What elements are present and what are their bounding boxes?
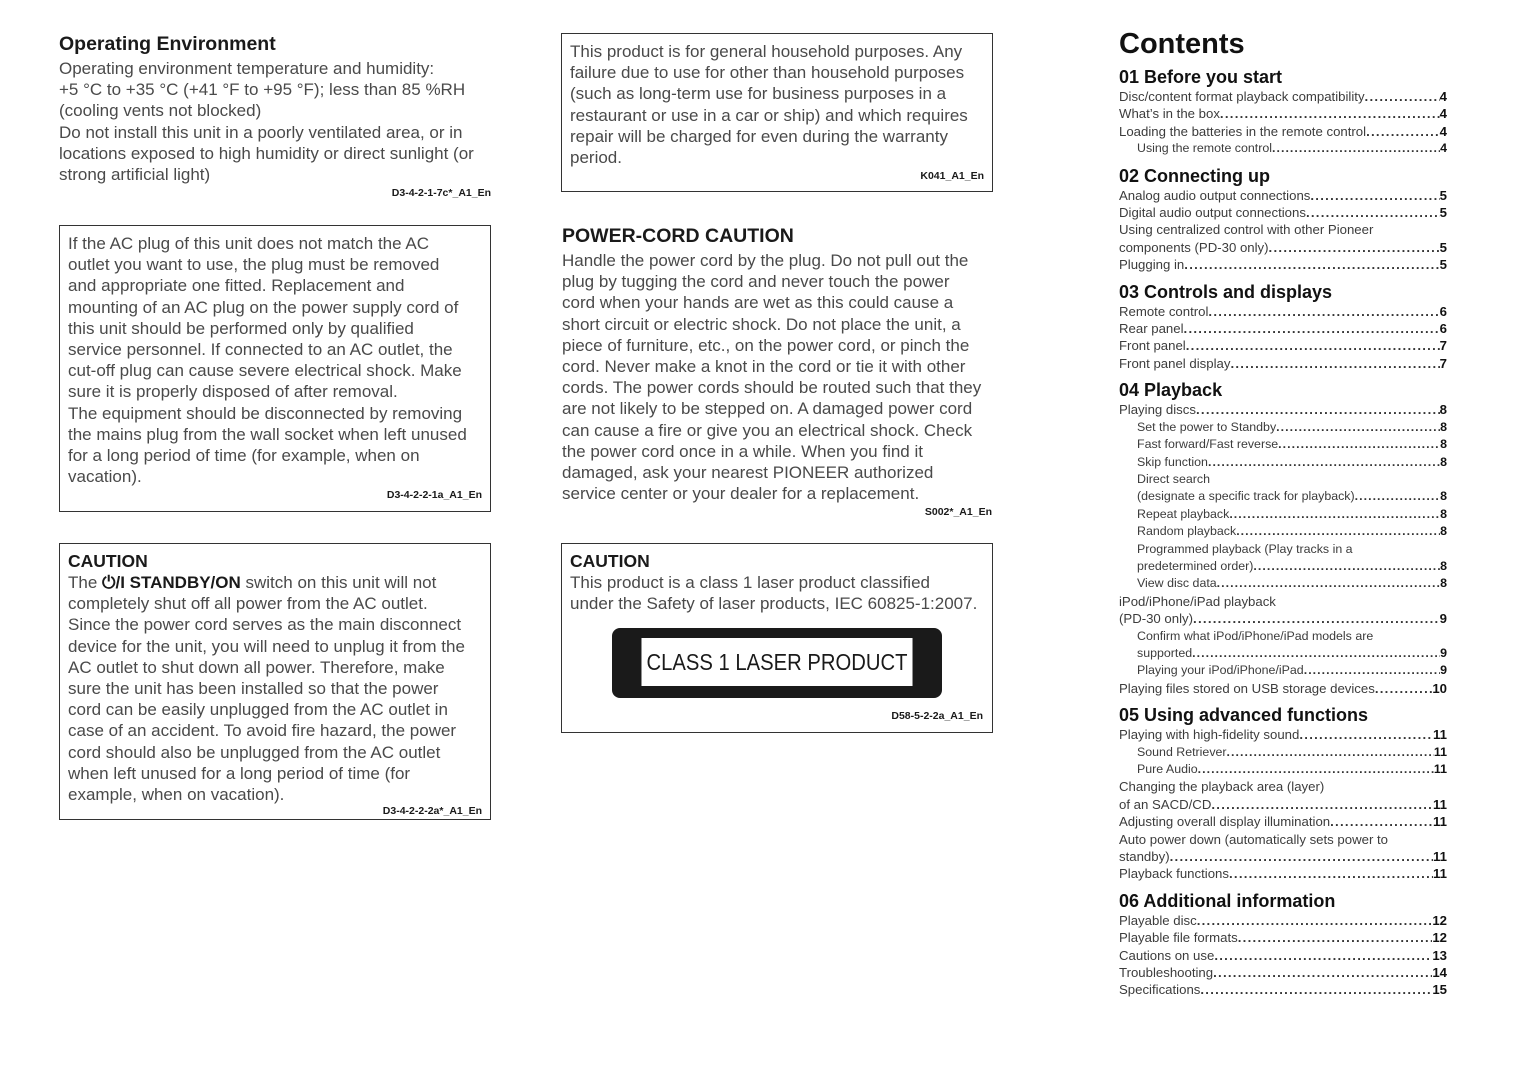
household-notice-code: K041_A1_En	[920, 170, 984, 183]
ac-plug-notice-line: and appropriate one fitted. Replacement and	[68, 276, 405, 296]
contents-list	[1119, 67, 1447, 999]
toc-section-title[interactable]: 06 Additional information	[1119, 890, 1336, 911]
class-1-laser-label	[612, 628, 942, 698]
toc-entry-label: Disc/content format playback compatibility	[1119, 89, 1365, 104]
toc-leader-dots	[1229, 865, 1433, 882]
toc-leader-dots	[1310, 187, 1439, 204]
toc-entry-lead[interactable]: iPod/iPhone/iPad playback	[1119, 593, 1276, 609]
ac-plug-notice-line: If the AC plug of this unit does not match the AC	[68, 234, 429, 253]
toc-entry[interactable]	[1119, 680, 1447, 697]
ac-plug-notice-code: D3-4-2-2-1a_A1_En	[386, 489, 482, 502]
toc-page-number: 6	[1439, 321, 1447, 337]
caution-standby-code: D3-4-2-2-2a*_A1_En	[382, 805, 482, 818]
toc-entry-label: (designate a specific track for playback)	[1137, 489, 1355, 504]
toc-leader-dots	[1236, 523, 1440, 540]
toc-entry-label: components (PD-30 only)	[1119, 239, 1269, 255]
toc-entry-label: Playable file formats	[1119, 930, 1238, 946]
toc-page-number: 5	[1439, 205, 1447, 221]
toc-leader-dots	[1229, 506, 1440, 523]
ac-plug-notice-text	[68, 233, 482, 487]
toc-entry[interactable]	[1119, 401, 1447, 418]
toc-entry-lead[interactable]: Auto power down (automatically sets power to	[1119, 831, 1389, 847]
toc-entry[interactable]	[1119, 947, 1447, 964]
toc-entry-label: of an SACD/CD	[1119, 796, 1212, 812]
toc-entry[interactable]	[1119, 454, 1447, 471]
ac-plug-notice-line: service personnel. If connected to an AC outlet, the	[68, 340, 453, 360]
operating-environment-line: (cooling vents not blocked)	[59, 101, 262, 121]
toc-entry[interactable]	[1119, 506, 1447, 523]
power-cord-caution-line: piece of furniture, etc., on the power cord, or pinch the	[562, 335, 970, 355]
laser-caution-line: under the Safety of laser products, IEC 60825-1:2007.	[570, 594, 978, 614]
toc-entry[interactable]	[1119, 355, 1447, 372]
toc-entry-label: Specifications	[1119, 982, 1201, 998]
household-notice-line: restaurant or use in a car or ship) and which requires	[570, 105, 968, 125]
caution-standby-line: cord can be easily unplugged from the AC outlet in	[68, 700, 448, 720]
toc-leader-dots	[1355, 488, 1440, 505]
toc-leader-dots	[1272, 140, 1440, 157]
toc-entry-label: Playing your iPod/iPhone/iPad	[1137, 663, 1304, 678]
caution-standby-line: Since the power cord serves as the main disconnect	[68, 615, 462, 635]
toc-leader-dots	[1375, 680, 1433, 697]
toc-entry-label: Digital audio output connections	[1119, 205, 1306, 221]
toc-page-number: 11	[1433, 762, 1447, 776]
toc-page-number: 8	[1440, 419, 1447, 434]
toc-leader-dots	[1238, 929, 1433, 946]
toc-leader-dots	[1299, 726, 1433, 743]
toc-section-title[interactable]: 02 Connecting up	[1119, 165, 1271, 186]
power-cord-caution-line: plug by tugging the cord and never touch the power	[562, 272, 950, 292]
laser-caution-line: This product is a class 1 laser product classified	[570, 573, 930, 592]
toc-page-number: 8	[1440, 437, 1447, 452]
toc-leader-dots	[1192, 645, 1440, 662]
toc-entry-label: Remote control	[1119, 303, 1209, 319]
toc-leader-dots	[1184, 256, 1439, 273]
power-cord-caution-line: the power cord once in a while. When you find it	[562, 441, 923, 461]
toc-entry-label: Loading the batteries in the remote control	[1119, 123, 1367, 139]
power-cord-caution-code: S002*_A1_En	[924, 506, 992, 519]
laser-caution-box	[561, 543, 993, 733]
operating-environment-line: locations exposed to high humidity or direct sunlight (or	[59, 143, 474, 163]
toc-page-number: 9	[1440, 663, 1447, 678]
toc-entry[interactable]	[1119, 662, 1447, 679]
power-cord-caution-section	[562, 225, 992, 518]
toc-page-number: 14	[1432, 965, 1447, 981]
toc-section-title[interactable]: 03 Controls and displays	[1119, 281, 1333, 302]
power-cord-caution-line: can cause a fire or give you an electrical shock. Check	[562, 420, 973, 440]
toc-page-number: 6	[1439, 303, 1447, 319]
power-cord-caution-line: service center or your dealer for a replacement.	[562, 484, 920, 504]
caution-standby-line: when left unused for a long period of time (for	[68, 763, 411, 783]
toc-leader-dots	[1220, 105, 1440, 122]
operating-environment-section	[59, 33, 491, 199]
toc-page-number: 8	[1440, 576, 1447, 591]
laser-caution-title: CAUTION	[570, 551, 650, 571]
toc-entry-label: View disc data	[1137, 576, 1217, 591]
toc-entry-label: standby)	[1119, 849, 1170, 865]
toc-entry[interactable]	[1119, 964, 1447, 981]
toc-page-number: 4	[1440, 141, 1447, 156]
toc-entry[interactable]	[1119, 865, 1447, 882]
toc-entry-label: Plugging in	[1119, 257, 1185, 273]
toc-page-number: 5	[1439, 239, 1447, 255]
operating-environment-title: Operating Environment	[59, 33, 276, 55]
toc-entry[interactable]	[1119, 558, 1447, 575]
toc-entry[interactable]	[1119, 488, 1447, 505]
toc-page-number: 11	[1433, 727, 1447, 743]
toc-entry[interactable]	[1119, 981, 1447, 998]
toc-entry[interactable]	[1119, 320, 1447, 337]
operating-environment-line: Do not install this unit in a poorly ventilated area, or in	[59, 122, 463, 142]
ac-plug-notice-line: mounting of an AC plug on the power supply cord of	[68, 297, 459, 317]
toc-leader-dots	[1304, 662, 1440, 679]
toc-page-number: 8	[1439, 402, 1447, 418]
toc-page-number: 5	[1439, 257, 1447, 273]
toc-entry-label: supported	[1137, 645, 1193, 660]
toc-leader-dots	[1198, 761, 1434, 778]
toc-page-number: 5	[1439, 187, 1447, 203]
toc-entry-label: Playing discs	[1119, 402, 1196, 418]
toc-entry-label: Pure Audio	[1137, 762, 1198, 776]
ac-plug-notice-line: sure it is properly disposed of after removal.	[68, 382, 398, 402]
power-cord-caution-line: short circuit or electric shock. Do not place the unit, a	[562, 314, 961, 334]
household-notice-line: failure due to use for other than household purposes	[570, 63, 965, 83]
toc-page-number: 13	[1432, 947, 1447, 963]
toc-entry[interactable]	[1119, 813, 1447, 830]
toc-entry[interactable]	[1119, 645, 1447, 662]
operating-environment-line: +5 °C to +35 °C (+41 °F to +95 °F); less than 85 %RH	[59, 80, 466, 100]
toc-page-number: 8	[1440, 558, 1447, 573]
caution-standby-line: cord should also be unplugged from the AC outlet	[68, 742, 441, 762]
household-notice-line: repair will be charged for even during the warranty	[570, 126, 948, 146]
toc-page-number: 4	[1439, 123, 1447, 139]
household-notice-box	[561, 33, 993, 192]
toc-entry-label: Troubleshooting	[1119, 965, 1214, 981]
toc-entry-lead[interactable]: Confirm what iPod/iPhone/iPad models are	[1137, 628, 1374, 643]
toc-page-number: 15	[1432, 982, 1447, 998]
power-cord-caution-line: cord when your hands are wet as this could cause a	[562, 293, 954, 313]
toc-entry[interactable]	[1119, 337, 1447, 354]
power-cord-caution-line: cords. The power cords should be routed such that they	[562, 378, 982, 398]
caution-standby-line: example, when on vacation).	[68, 785, 285, 805]
toc-entry-label: Adjusting overall display illumination	[1119, 814, 1331, 830]
toc-entry[interactable]	[1119, 796, 1447, 813]
operating-environment-text	[59, 58, 491, 185]
toc-entry-lead[interactable]: Changing the playback area (layer)	[1119, 779, 1325, 795]
toc-entry[interactable]	[1119, 419, 1447, 436]
toc-leader-dots	[1213, 964, 1432, 981]
toc-leader-dots	[1214, 947, 1432, 964]
toc-leader-dots	[1170, 848, 1433, 865]
toc-page-number: 4	[1439, 106, 1447, 122]
toc-page-number: 12	[1432, 930, 1447, 946]
ac-plug-notice-line: the mains plug from the wall socket when left unused	[68, 424, 467, 444]
toc-entry[interactable]	[1119, 744, 1447, 761]
laser-caution-code: D58-5-2-2a_A1_En	[891, 710, 983, 722]
power-cord-caution-line: damaged, ask your nearest PIONEER authorized	[562, 463, 934, 483]
toc-page-number: 4	[1439, 89, 1447, 104]
operating-environment-line: strong artificial light)	[59, 165, 211, 185]
toc-leader-dots	[1217, 575, 1440, 592]
toc-leader-dots	[1208, 454, 1440, 471]
toc-entry-label: Analog audio output connections	[1119, 187, 1311, 203]
toc-page-number: 7	[1439, 355, 1447, 371]
ac-plug-notice-line: this unit should be performed only by qualified	[68, 318, 414, 338]
operating-environment-line: Operating environment temperature and humidity:	[59, 59, 435, 78]
toc-section-title[interactable]: 01 Before you start	[1119, 67, 1283, 87]
household-notice-line: period.	[570, 148, 622, 168]
toc-entry-label: Fast forward/Fast reverse	[1137, 437, 1279, 452]
toc-leader-dots	[1211, 796, 1433, 813]
toc-entry[interactable]	[1119, 912, 1447, 929]
caution-standby-line: AC outlet to shut down all power. Therefore, make	[68, 657, 445, 677]
toc-page-number: 8	[1440, 506, 1447, 521]
toc-page-number: 8	[1440, 524, 1447, 539]
caution-standby-line: case of an accident. To avoid fire hazard, the power	[68, 721, 457, 741]
toc-entry-label: Sound Retriever	[1137, 744, 1227, 759]
toc-entry[interactable]	[1119, 256, 1447, 273]
caution-standby-suffix: switch on this unit will not	[240, 573, 437, 592]
toc-entry[interactable]	[1119, 726, 1447, 743]
operating-environment-code: D3-4-2-1-7c*_A1_En	[391, 187, 491, 200]
toc-page-number: 11	[1433, 814, 1447, 830]
toc-entry[interactable]	[1119, 239, 1447, 256]
toc-entry[interactable]	[1119, 929, 1447, 946]
ac-plug-notice-line: vacation).	[68, 467, 142, 487]
toc-leader-dots	[1366, 123, 1440, 140]
toc-page-number: 9	[1439, 611, 1447, 627]
toc-entry-label: Skip function	[1137, 454, 1208, 469]
toc-page-number: 10	[1432, 680, 1447, 696]
toc-leader-dots	[1184, 320, 1440, 337]
toc-entry[interactable]	[1119, 848, 1447, 865]
ac-plug-notice-box	[59, 225, 491, 512]
caution-standby-prefix: The	[68, 573, 103, 592]
toc-leader-dots	[1230, 355, 1439, 372]
toc-leader-dots	[1269, 239, 1440, 256]
standby-switch-label: ⏻/I STANDBY/ON	[102, 573, 241, 592]
toc-entry[interactable]	[1119, 610, 1447, 627]
ac-plug-notice-line: cut-off plug can cause severe electrical shock. Make	[68, 361, 462, 381]
toc-section-title[interactable]: 05 Using advanced functions	[1119, 705, 1369, 726]
toc-page-number: 7	[1439, 338, 1447, 354]
power-cord-caution-text	[562, 250, 992, 504]
class-1-laser-label-text: CLASS 1 LASER PRODUCT	[641, 638, 912, 686]
toc-entry[interactable]	[1119, 303, 1447, 320]
toc-entry-label: Cautions on use	[1119, 947, 1215, 963]
caution-standby-box	[59, 543, 491, 820]
caution-standby-text	[68, 572, 482, 805]
toc-page-number: 11	[1433, 744, 1447, 759]
ac-plug-notice-line: outlet you want to use, the plug must be removed	[68, 255, 440, 275]
toc-leader-dots	[1193, 610, 1440, 627]
toc-entry-lead[interactable]: Programmed playback (Play tracks in a	[1137, 541, 1353, 556]
toc-entry-label: Repeat playback	[1137, 506, 1230, 521]
toc-leader-dots	[1227, 744, 1434, 761]
toc-section-title[interactable]: 04 Playback	[1119, 380, 1223, 401]
toc-entry-label: Playable disc	[1119, 912, 1197, 928]
household-notice-line: This product is for general household purposes. Any	[570, 42, 963, 61]
ac-plug-notice-line: The equipment should be disconnected by removing	[68, 403, 463, 423]
toc-leader-dots	[1253, 558, 1440, 575]
toc-entry-label: Using the remote control	[1137, 141, 1272, 156]
toc-entry[interactable]	[1119, 761, 1447, 778]
toc-page-number: 11	[1433, 849, 1447, 865]
power-cord-caution-line: Handle the power cord by the plug. Do not pull out the	[562, 251, 969, 270]
toc-entry-label: Random playback	[1137, 524, 1237, 539]
toc-entry-label: Front panel display	[1119, 355, 1231, 371]
caution-standby-line: completely shut off all power from the AC outlet.	[68, 594, 428, 614]
power-cord-caution-line: cord. Never make a knot in the cord or tie it with other	[562, 357, 966, 377]
toc-entry-label: predetermined order)	[1137, 558, 1254, 573]
toc-entry-label: Playback functions	[1119, 866, 1229, 882]
toc-entry[interactable]	[1119, 436, 1447, 453]
caution-standby-line: device for the unit, you will need to unplug it from the	[68, 636, 465, 656]
toc-entry[interactable]	[1119, 123, 1447, 140]
toc-entry-lead[interactable]: Direct search	[1137, 471, 1210, 486]
toc-page-number: 8	[1440, 489, 1447, 504]
toc-entry[interactable]	[1119, 575, 1447, 592]
ac-plug-notice-line: for a long period of time (for example, when on	[68, 446, 420, 466]
toc-entry-label: Playing with high-fidelity sound	[1119, 727, 1300, 743]
table-of-contents	[1119, 28, 1447, 999]
toc-entry-label: (PD-30 only)	[1119, 611, 1194, 627]
laser-caution-text	[570, 572, 984, 614]
caution-standby-line: sure the unit has been installed so that the power	[68, 679, 439, 699]
toc-leader-dots	[1330, 813, 1433, 830]
toc-leader-dots	[1197, 912, 1433, 929]
toc-leader-dots	[1196, 401, 1440, 418]
toc-entry-label: Front panel	[1119, 338, 1186, 354]
toc-page-number: 9	[1440, 645, 1447, 660]
toc-leader-dots	[1186, 337, 1440, 354]
household-notice-text	[570, 41, 984, 168]
toc-entry-lead[interactable]: Using centralized control with other Pioneer	[1119, 222, 1374, 238]
household-notice-line: (such as long-term use for business purposes in a	[570, 84, 947, 104]
toc-entry-label: Rear panel	[1119, 321, 1184, 337]
toc-entry[interactable]	[1119, 523, 1447, 540]
toc-page-number: 8	[1440, 454, 1447, 469]
toc-leader-dots	[1306, 204, 1440, 221]
toc-entry-label: Set the power to Standby	[1137, 419, 1277, 434]
power-cord-caution-line: are not likely to be stepped on. A damaged power cord	[562, 399, 973, 419]
toc-leader-dots	[1208, 303, 1439, 320]
toc-leader-dots	[1278, 436, 1440, 453]
toc-leader-dots	[1365, 88, 1440, 105]
toc-entry[interactable]	[1119, 187, 1447, 204]
toc-entry[interactable]	[1119, 88, 1447, 105]
toc-entry-label: What’s in the box	[1119, 106, 1220, 122]
caution-standby-title: CAUTION	[68, 551, 148, 571]
toc-entry[interactable]	[1119, 204, 1447, 221]
contents-title: Contents	[1119, 28, 1245, 60]
toc-entry[interactable]	[1119, 105, 1447, 122]
toc-leader-dots	[1276, 419, 1440, 436]
toc-page-number: 11	[1433, 866, 1447, 882]
toc-entry-label: Playing files stored on USB storage devices	[1119, 680, 1375, 696]
toc-entry[interactable]	[1119, 140, 1447, 157]
toc-page-number: 11	[1433, 796, 1447, 812]
toc-page-number: 12	[1432, 912, 1447, 928]
power-cord-caution-title: POWER-CORD CAUTION	[562, 225, 794, 247]
toc-leader-dots	[1200, 981, 1432, 998]
